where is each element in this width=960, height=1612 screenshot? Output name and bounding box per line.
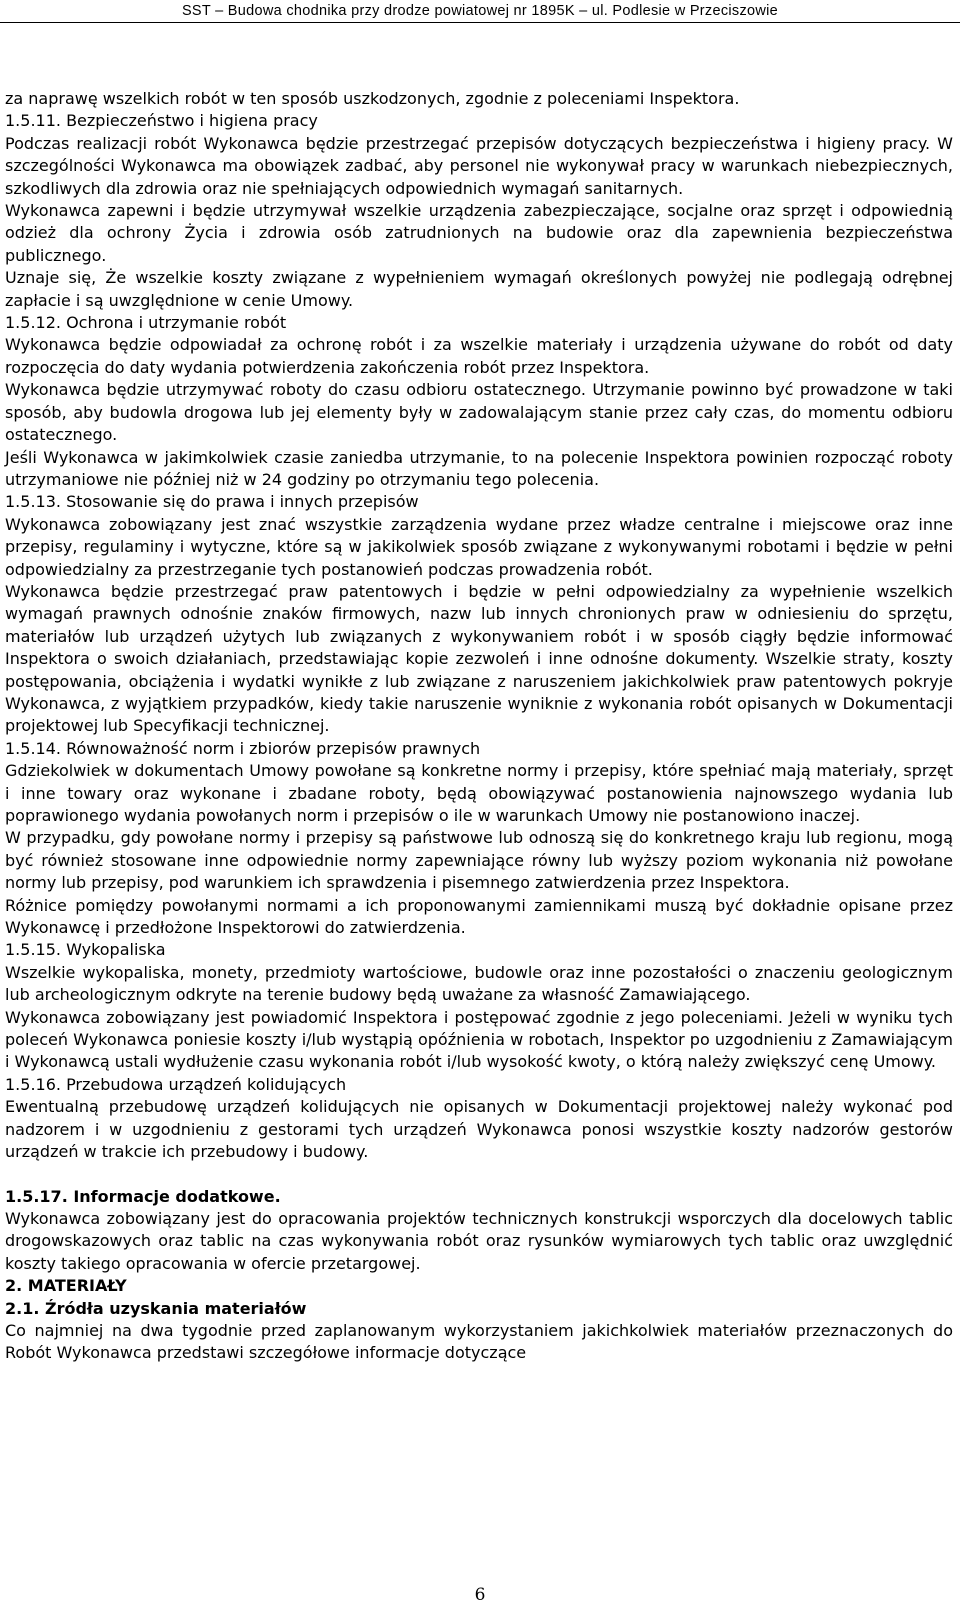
paragraph: Wykonawca będzie przestrzegać praw patentowych i będzie w pełni odpowiedzialny za wypełnienie wszelkich wymagań prawnych odnośnie znaków firmowych, nazw lub innych chronionych praw w odniesieniu do sprzętu, materiałów lub urządzeń użytych lub związanych z wykonywaniem robót i w sposób ciągły będzie informować Inspektora o swoich działaniach, przedstawiając kopie zezwoleń i inne odnośne dokumenty. Wszelkie straty, koszty postępowania, obciążenia i wydatki wynikłe z lub związane z naruszeniem jakichkolwiek praw patentowych pokryje Wykonawca, z wyjątkiem przypadków, kiedy takie naruszenie wyniknie z wykonania robót opisanych w Dokumentacji projektowej lub Specyfikacji technicznej.	[5, 581, 953, 736]
section-heading: 1.5.12. Ochrona i utrzymanie robót	[5, 313, 287, 333]
page-number: 6	[474, 1585, 486, 1605]
paragraph: Podczas realizacji robót Wykonawca będzie przestrzegać przepisów dotyczących bezpieczeństwa i higieny pracy. W szczególności Wykonawca ma obowiązek zadbać, aby personel nie wykonywał pracy w warunkach niebezpiecznych, szkodliwych dla zdrowia oraz nie spełniających odpowiednich wymagań sanitarnych.	[5, 133, 953, 198]
running-header	[0, 0, 960, 23]
paragraph: Różnice pomiędzy powołanymi normami a ich proponowanymi zamiennikami muszą być dokładnie opisane przez Wykonawcę i przedłożone Inspektorowi do zatwierdzenia.	[5, 895, 953, 938]
paragraph: Gdziekolwiek w dokumentach Umowy powołane są konkretne normy i przepisy, które spełniać mają materiały, sprzęt i inne towary oraz wykonane i zbadane roboty, będą obowiązywać postanowienia najnowszego wydania lub poprawionego wydania powołanych norm i przepisów o ile w warunkach Umowy nie postanowiono inaczej.	[5, 761, 953, 825]
chapter-heading: 2. MATERIAŁY	[5, 1276, 127, 1296]
section-heading: 1.5.11. Bezpieczeństwo i higiena pracy	[5, 111, 318, 131]
section-heading: 1.5.13. Stosowanie się do prawa i innych przepisów	[5, 492, 419, 512]
paragraph: Ewentualną przebudowę urządzeń kolidujących nie opisanych w Dokumentacji projektowej należy wykonać pod nadzorem i w uzgodnieniu z gestorami tych urządzeń Wykonawca ponosi wszystkie koszty nadzorów gestorów urządzeń w trakcie ich przebudowy i budowy.	[5, 1097, 953, 1162]
paragraph: Co najmniej na dwa tygodnie przed zaplanowanym wykorzystaniem jakichkolwiek materiałów przeznaczonych do Robót Wykonawca przedstawi szczegółowe informacje dotyczące	[5, 1320, 953, 1363]
bold-heading: 2.1. Źródła uzyskania materiałów	[5, 1298, 307, 1318]
document-body	[5, 88, 953, 1365]
paragraph: Jeśli Wykonawca w jakimkolwiek czasie zaniedba utrzymanie, to na polecenie Inspektora powinien rozpocząć roboty utrzymaniowe nie później niż w 24 godziny po otrzymaniu tego polecenia.	[5, 447, 953, 489]
bold-heading: 1.5.17. Informacje dodatkowe.	[5, 1186, 281, 1206]
section-heading: 1.5.14. Równoważność norm i zbiorów przepisów prawnych	[5, 738, 481, 758]
section-heading: 1.5.16. Przebudowa urządzeń kolidujących	[5, 1074, 347, 1094]
paragraph: Wykonawca zapewni i będzie utrzymywał wszelkie urządzenia zabezpieczające, socjalne oraz sprzęt i odpowiednią odzież dla ochrony Życia i zdrowia osób zatrudnionych na budowie oraz dla zapewnienia bezpieczeństwa publicznego.	[5, 201, 953, 265]
paragraph: Wykonawca będzie odpowiadał za ochronę robót i za wszelkie materiały i urządzenia używane do robót od daty rozpoczęcia do daty wydania potwierdzenia zakończenia robót przez Inspektora.	[5, 335, 953, 377]
section-heading: 1.5.15. Wykopaliska	[5, 940, 166, 960]
paragraph: Wykonawca zobowiązany jest do opracowania projektów technicznych konstrukcji wsporczych dla docelowych tablic drogowskazowych oraz tablic na czas wykonywania robót oraz rysunków wymiarowych tych tablic oraz uwzględnić koszty takiego opracowania w ofercie przetargowej.	[5, 1208, 953, 1273]
paragraph: za naprawę wszelkich robót w ten sposób uszkodzonych, zgodnie z poleceniami Inspektora.	[5, 89, 740, 108]
paragraph: W przypadku, gdy powołane normy i przepisy są państwowe lub odnoszą się do konkretnego kraju lub regionu, mogą być również stosowane inne odpowiednie normy zapewniające równy lub wyższy poziom wykonania niż powołane normy lub przepisy, pod warunkiem ich sprawdzenia i pisemnego zatwierdzenia przez Inspektora.	[5, 828, 953, 893]
paragraph: Wykonawca będzie utrzymywać roboty do czasu odbioru ostatecznego. Utrzymanie powinno być prowadzone w taki sposób, aby budowla drogowa lub jej elementy były w zadowalającym stanie przez cały czas, do momentu odbioru ostatecznego.	[5, 380, 953, 445]
paragraph: Wykonawca zobowiązany jest znać wszystkie zarządzenia wydane przez władze centralne i miejscowe oraz inne przepisy, regulaminy i wytyczne, które są w jakikolwiek sposób związane z wykonywanymi robotami i będzie w pełni odpowiedzialny za przestrzeganie tych postanowień podczas prowadzenia robót.	[5, 514, 953, 579]
paragraph: Uznaje się, Że wszelkie koszty związane z wypełnieniem wymagań określonych powyżej nie podlegają odrębnej zapłacie i są uwzględnione w cenie Umowy.	[5, 268, 953, 310]
paragraph: Wszelkie wykopaliska, monety, przedmioty wartościowe, budowle oraz inne pozostałości o znaczeniu geologicznym lub archeologicznym odkryte na terenie budowy będą uważane za własność Zamawiającego.	[5, 962, 953, 1005]
running-title: SST – Budowa chodnika przy drodze powiatowej nr 1895K – ul. Podlesie w Przeciszowie	[181, 3, 779, 19]
paragraph: Wykonawca zobowiązany jest powiadomić Inspektora i postępować zgodnie z jego poleceniami. Jeżeli w wyniku tych poleceń Wykonawca poniesie koszty i/lub wystąpią opóźnienia w robotach, Inspektor po uzgodnieniu z Zamawiającym i Wykonawcą ustali wydłużenie czasu wykonania robót i/lub wysokość kwoty, o którą należy zwiększyć cenę Umowy.	[5, 1007, 953, 1072]
